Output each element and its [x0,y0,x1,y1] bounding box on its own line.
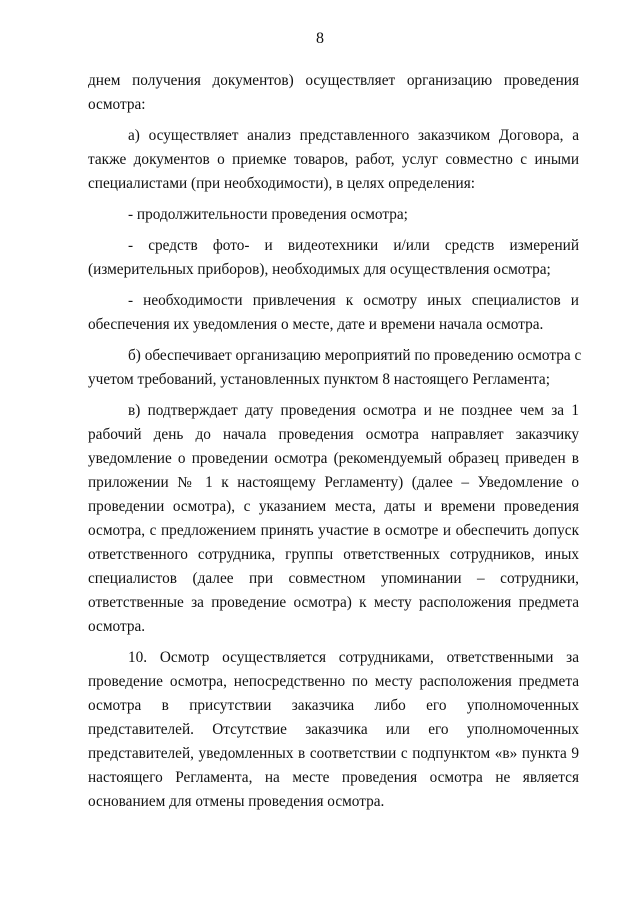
text-line: обеспечения их уведомления о месте, дате и времени начала осмотра. [88,316,544,333]
text-line: б) обеспечивает организацию мероприятий по проведению осмотра с [128,347,582,364]
text-line: днем получения документов) осуществляет организацию проведения [88,72,579,89]
paragraph [88,399,579,639]
text-line: осмотра. [88,618,146,635]
text-line: - продолжительности проведения осмотра; [128,206,408,223]
text-line: настоящего Регламента, на месте проведения осмотра не является [88,769,579,786]
text-line: осмотра, с предложением принять участие в осмотре и обеспечить допуск [88,522,579,539]
page-number: 8 [316,30,324,47]
text-line: а) осуществляет анализ представленного заказчиком Договора, а [128,127,579,144]
text-line: ответственные за проведение осмотра) к месту расположения предмета [88,594,579,611]
text-line: представителей. Отсутствие заказчика или его уполномоченных [88,721,579,738]
text-line: проведении осмотра), с указанием места, даты и времени проведения [88,498,579,515]
text-line: уведомление о проведении осмотра (рекомендуемый образец приведен в [88,450,579,467]
text-line: приложении № 1 к настоящему Регламенту) (далее – Уведомление о [88,474,579,491]
text-line: специалистов (далее при совместном упоминании – сотрудники, [88,570,579,587]
paragraph [88,344,582,392]
text-line: в) подтверждает дату проведения осмотра и не позднее чем за 1 [128,402,579,419]
text-line: представителей, уведомленных в соответствии с подпунктом «в» пункта 9 [88,745,579,762]
text-line: учетом требований, установленных пунктом 8 настоящего Регламента; [88,371,550,388]
text-line: осмотра: [88,96,146,113]
paragraph [88,646,579,814]
text-line: проведение осмотра, непосредственно по месту расположения предмета [88,673,579,690]
text-line: ответственного сотрудника, группы ответственных сотрудников, иных [88,546,579,563]
text-line: специалистами (при необходимости), в целях определения: [88,175,476,192]
paragraph [88,203,579,227]
document-body [88,69,582,821]
paragraph [88,234,579,282]
text-line: рабочий день до начала проведения осмотра направляет заказчику [88,426,579,443]
text-line: (измерительных приборов), необходимых для осуществления осмотра; [88,261,551,278]
text-line: осмотра в присутствии заказчика либо его уполномоченных [88,697,579,714]
paragraph [88,289,579,337]
text-line: - необходимости привлечения к осмотру иных специалистов и [128,292,579,309]
text-line: также документов о приемке товаров, работ, услуг совместно с иными [88,151,579,168]
text-line: - средств фото- и видеотехники и/или средств измерений [128,237,579,254]
paragraph [88,124,579,196]
paragraph [88,69,579,117]
text-line: основанием для отмены проведения осмотра. [88,793,385,810]
text-line: 10. Осмотр осуществляется сотрудниками, ответственными за [128,649,579,666]
